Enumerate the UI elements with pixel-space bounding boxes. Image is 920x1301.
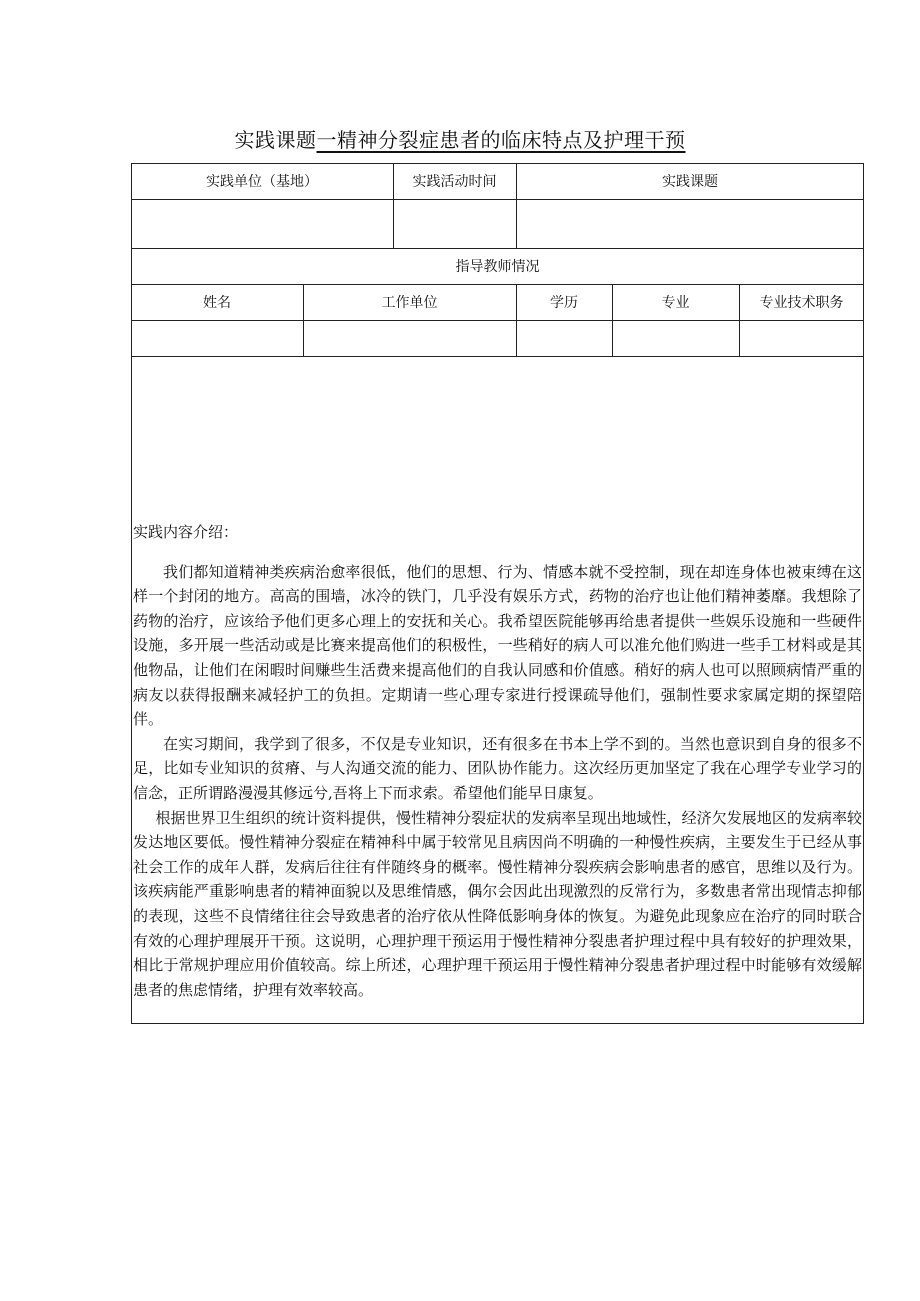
teacher-section-label: 指导教师情况 bbox=[455, 259, 540, 275]
title-topic: 一精神分裂症患者的临床特点及护理干预 bbox=[316, 128, 686, 152]
teacher-col-major: 专业 bbox=[661, 295, 690, 311]
row-divider bbox=[131, 356, 864, 357]
teacher-col-name: 姓名 bbox=[203, 295, 231, 311]
content-paragraph: 在实习期间，我学到了很多，不仅是专业知识，还有很多在书本上学不到的。当然也意识到自身的很多不足，比如专业知识的贫瘠、与人沟通交流的能力、团队协作能力。这次经历更加坚定了我在心理学专业学习的信念，正所谓路漫漫其修远兮,吾将上下而求索。希望他们能早日康复。 bbox=[133, 734, 862, 802]
teacher-col-workplace: 工作单位 bbox=[381, 295, 438, 311]
header-time-label: 实践活动时间 bbox=[412, 174, 497, 190]
practice-content bbox=[131, 520, 864, 1002]
teacher-col-education: 学历 bbox=[550, 295, 578, 311]
title-prefix: 实践课题 bbox=[234, 128, 317, 152]
content-paragraph: 我们都知道精神类疾病治愈率很低，他们的思想、行为、情感本就不受控制，现在却连身体也被束缚在这样一个封闭的地方。高高的围墙，冰冷的铁门，几乎没有娱乐方式，药物的治疗也让他们精神萎靡。我想除了药物的治疗，应该给予他们更多心理上的安抚和关心。我希望医院能够再给患者提供一些娱乐设施和一些硬件设施，多开展一些活动或是比赛来提高他们的积极性，一些稍好的病人可以准允他们购进一些手工材料或是其他物品，让他们在闲暇时间赚些生活费来提高他们的自我认同感和价值感。稍好的病人也可以照顾病情严重的病友以获得报酬来减轻护工的负担。定期请一些心理专家进行授课疏导他们，强制性要求家属定期的探望陪伴。 bbox=[133, 562, 862, 729]
teacher-col-title: 专业技术职务 bbox=[759, 295, 844, 311]
header-unit-label: 实践单位（基地） bbox=[206, 174, 318, 190]
content-label: 实践内容介绍： bbox=[133, 523, 239, 541]
content-paragraph: 根据世界卫生组织的统计资料提供，慢性精神分裂症状的发病率呈现出地域性，经济欠发展地区的发病率较发达地区要低。慢性精神分裂症在精神科中属于较常见且病因尚不明确的一种慢性疾病，主要发生于已经从事社会工作的成年人群，发病后往往有伴随终身的概率。慢性精神分裂疾病会影响患者的感官，思维以及行为。该疾病能严重影响患者的精神面貌以及思维情感，偶尔会因此出现激烈的反常行为，多数患者常出现情志抑郁的表现，这些不良情绪往往会导致患者的治疗依从性降低影响身体的恢复。为避免此现象应在治疗的同时联合有效的心理护理展开干预。这说明，心理护理干预运用于慢性精神分裂患者护理过程中具有较好的护理效果，相比于常规护理应用价值较高。综上所述，心理护理干预运用于慢性精神分裂患者护理过程中时能够有效缓解患者的焦虑情绪，护理有效率较高。 bbox=[133, 808, 862, 999]
row-divider bbox=[131, 320, 864, 321]
row-divider bbox=[131, 199, 864, 200]
header-topic-label: 实践课题 bbox=[662, 174, 718, 190]
page-title bbox=[0, 124, 920, 153]
